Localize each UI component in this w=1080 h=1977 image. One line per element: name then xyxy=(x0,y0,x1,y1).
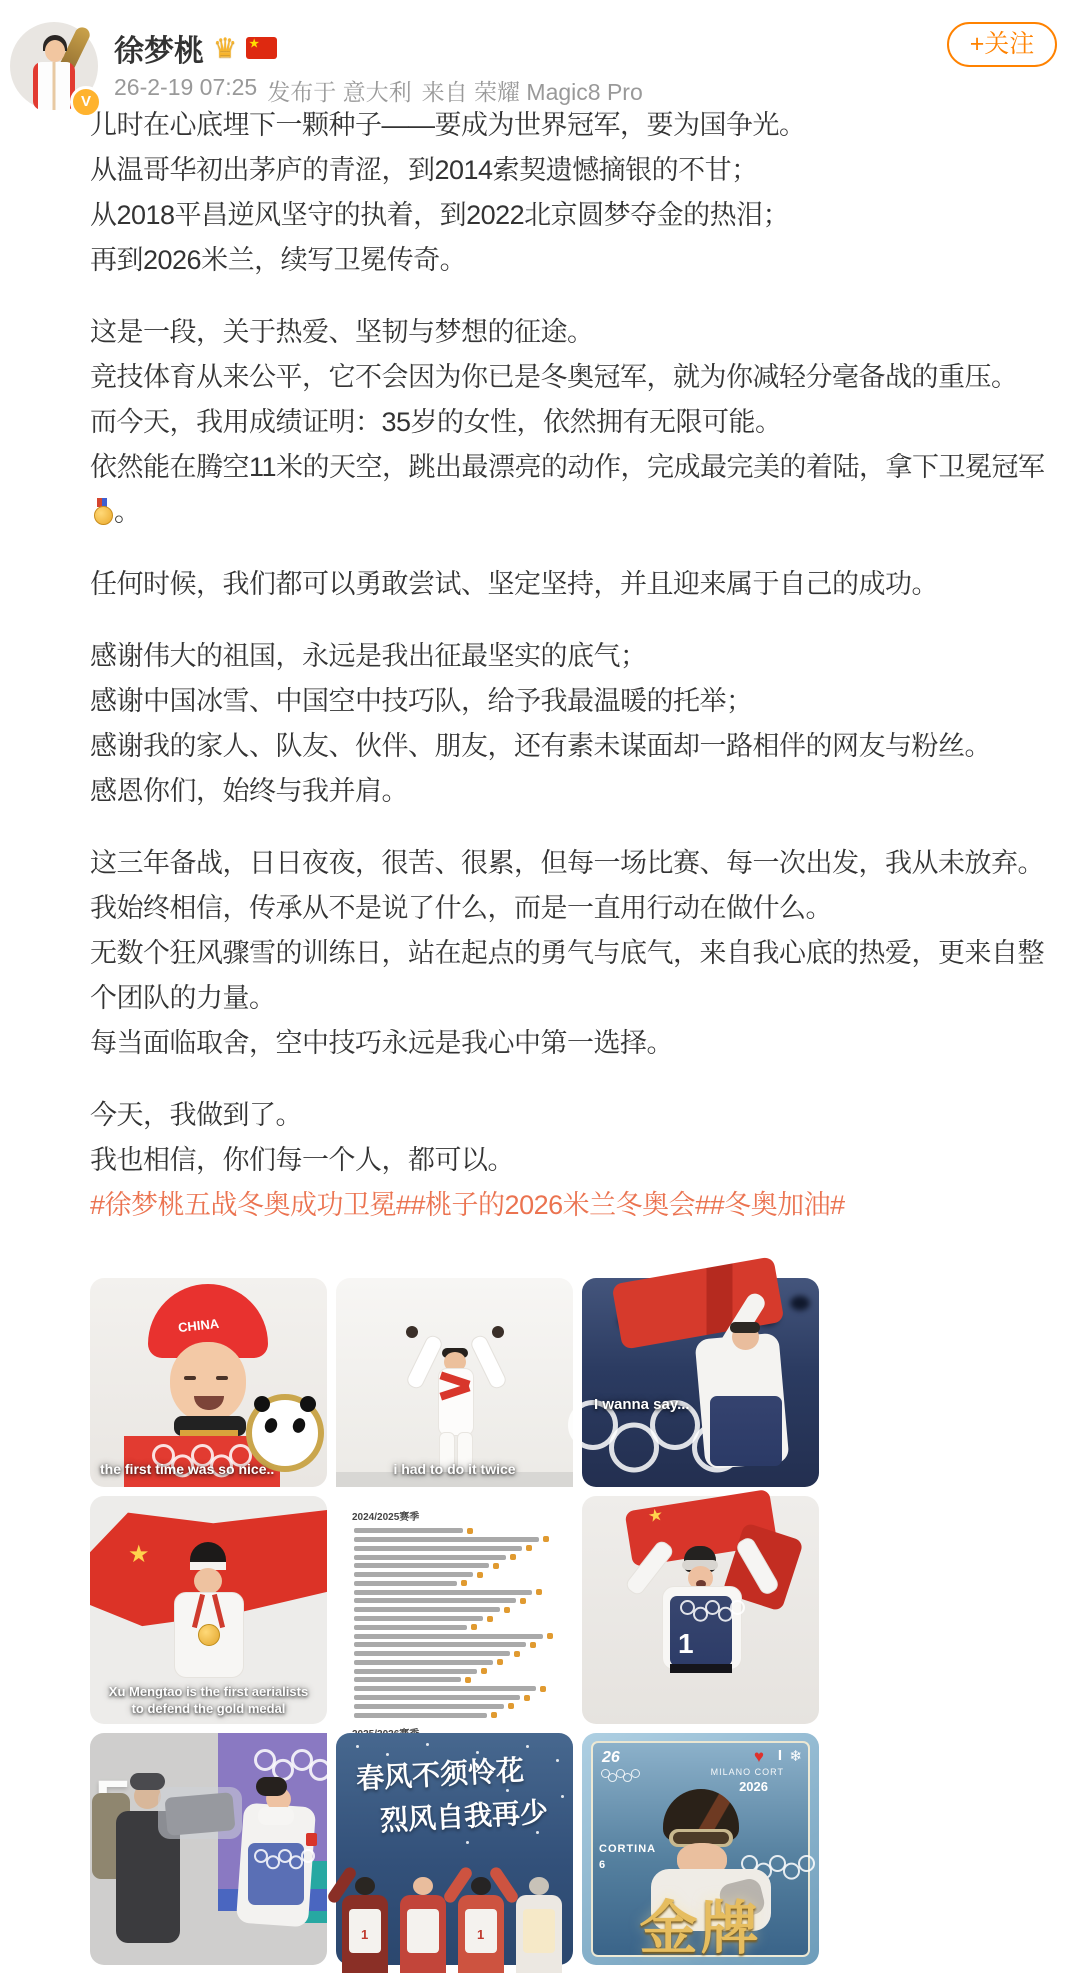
bib-number: 1 xyxy=(477,1927,485,1942)
post-text-line: 从温哥华初出茅庐的青涩，到2014索契遗憾摘银的不甘； xyxy=(90,155,758,185)
flag-star-icon: ★ xyxy=(646,1504,665,1527)
result-line xyxy=(354,1581,559,1586)
flag-patch-graphic xyxy=(306,1833,317,1846)
result-line xyxy=(354,1563,559,1568)
poster-calligraphy-line: 春风不须怜花 xyxy=(355,1754,525,1795)
post-paragraph xyxy=(90,1093,1048,1183)
panda-ear xyxy=(254,1396,270,1412)
post-paragraph xyxy=(90,841,1048,1066)
navy-bib-graphic xyxy=(710,1396,782,1466)
post-text-line: 感谢我的家人、队友、伙伴、朋友，还有素未谋面却一路相伴的网友与粉丝。 xyxy=(90,731,991,761)
username[interactable]: 徐梦桃 xyxy=(114,35,204,68)
result-line xyxy=(354,1607,559,1612)
bib-number: 1 xyxy=(361,1927,369,1942)
poster-calligraphy-line: 烈风自我再少 xyxy=(379,1796,549,1837)
post-text-line: 每当面临取舍，空中技巧永远是我心中第一选择。 xyxy=(90,1028,673,1058)
raised-arm-graphic xyxy=(442,1865,474,1905)
post-text-line: 儿时在心底埋下一颗种子——要成为世界冠军，要为国争光。 xyxy=(90,110,806,140)
result-line xyxy=(354,1537,559,1542)
gold-medal-text: 金牌 xyxy=(639,1896,762,1961)
flag-star-icon: ★ xyxy=(128,1541,150,1568)
gallery-image-3[interactable] xyxy=(582,1278,819,1487)
gold-medal-graphic xyxy=(198,1624,220,1646)
snowflake-icon: ❄ xyxy=(789,1748,802,1765)
gallery-image-2[interactable] xyxy=(336,1278,573,1487)
gallery-image-9-card[interactable] xyxy=(582,1733,819,1965)
post-text-line: 感恩你们，始终与我并肩。 xyxy=(90,776,408,806)
helmet-graphic xyxy=(256,1777,287,1796)
snowflakes-graphic xyxy=(356,1745,359,1748)
caption-line: to defend the gold medal xyxy=(131,1701,286,1716)
result-line xyxy=(354,1598,559,1603)
result-line xyxy=(354,1642,559,1647)
white-bib-graphic xyxy=(465,1909,497,1953)
olympic-rings-icon xyxy=(601,1769,638,1778)
gallery-image-8-poster[interactable] xyxy=(336,1733,573,1965)
china-flag-icon: ★ xyxy=(246,37,277,59)
result-line xyxy=(354,1660,559,1665)
cortina-text: CORTINA xyxy=(599,1843,657,1855)
result-line xyxy=(354,1572,559,1577)
post-text-line: 我始终相信，传承从不是说了什么，而是一直用行动在做什么。 xyxy=(90,893,832,923)
athlete-head xyxy=(413,1877,433,1895)
post-text-line: 竞技体育从来公平，它不会因为你已是冬奥冠军，就为你减轻分毫备战的重压。 xyxy=(90,362,1018,392)
verified-badge-icon: V xyxy=(70,86,102,118)
result-line xyxy=(354,1528,559,1533)
post-device: 来自 荣耀 Magic8 Pro xyxy=(421,79,643,105)
post-time: 26-2-19 07:25 xyxy=(114,74,258,100)
post-text-line: 再到2026米兰，续写卫冕传奇。 xyxy=(90,245,467,275)
card-year: 2026 xyxy=(739,1779,768,1794)
post-text-line: 依然能在腾空11米的天空，跳出最漂亮的动作，完成最完美的着陆，拿下卫冕冠军 。 xyxy=(90,452,1045,527)
gold-medal-emoji xyxy=(90,498,114,524)
post-text-line: 无数个狂风骤雪的训练日，站在起点的勇气与底气，来自我心底的热爱，更来自整个团队的力量。 xyxy=(90,938,1044,1013)
panda-eye xyxy=(263,1416,279,1434)
cameraman-beanie-graphic xyxy=(130,1773,165,1790)
neck-gaiter-graphic xyxy=(258,1807,294,1825)
card-title: MILANO CORT xyxy=(710,1767,784,1777)
avatar-jacket xyxy=(33,62,75,110)
gallery-image-6[interactable] xyxy=(582,1496,819,1724)
olympic-rings-icon xyxy=(254,1849,313,1863)
user-name-row xyxy=(114,26,277,70)
result-line xyxy=(354,1651,559,1656)
white-bib-graphic xyxy=(349,1909,381,1953)
beanie-text: CHINA xyxy=(177,1315,220,1336)
vip-crown-icon: ♛ xyxy=(213,32,238,63)
raised-arm-graphic xyxy=(326,1865,358,1905)
athlete-figure xyxy=(342,1895,388,1973)
athlete-head xyxy=(529,1877,549,1895)
image-caption: I wanna say... xyxy=(594,1396,690,1413)
panda-eye xyxy=(291,1416,307,1434)
athlete-figure xyxy=(516,1895,562,1973)
fist-graphic xyxy=(492,1326,504,1338)
fist-graphic xyxy=(406,1326,418,1338)
post-body xyxy=(90,103,1048,1228)
bib-number: 1 xyxy=(678,1628,694,1659)
post-text xyxy=(90,103,1048,1183)
camera-rain-cover-graphic xyxy=(158,1787,242,1839)
result-line xyxy=(354,1546,559,1551)
post-text-line: 我也相信，你们每一个人，都可以。 xyxy=(90,1145,514,1175)
result-line xyxy=(354,1633,559,1638)
caption-line: Xu Mengtao is the first aerialists xyxy=(108,1684,309,1699)
panda-ear xyxy=(300,1396,316,1412)
white-bib-graphic xyxy=(407,1909,439,1953)
post-text-line: 任何时候，我们都可以勇敢尝试、坚定坚持，并且迎来属于自己的成功。 xyxy=(90,569,938,599)
goggles-graphic xyxy=(730,1322,760,1333)
eye-graphic xyxy=(184,1376,196,1380)
post-paragraph xyxy=(90,310,1048,535)
result-line xyxy=(354,1616,559,1621)
result-line xyxy=(354,1712,559,1717)
eye-graphic xyxy=(216,1376,228,1380)
post-text-line: 这是一段，关于热爱、坚韧与梦想的征途。 xyxy=(90,317,594,347)
post-text-line: 而今天，我用成绩证明：35岁的女性，依然拥有无限可能。 xyxy=(90,407,782,437)
results-list xyxy=(336,1528,573,1718)
hashtag-links[interactable]: #徐梦桃五战冬奥成功卫冕##桃子的2026米兰冬奥会##冬奥加油# xyxy=(90,1190,845,1220)
raised-arm-graphic xyxy=(469,1333,509,1391)
result-line xyxy=(354,1554,559,1559)
post-location: 发布于 意大利 xyxy=(267,79,412,105)
result-line xyxy=(354,1625,559,1630)
result-line xyxy=(354,1669,559,1674)
image-caption: i had to do it twice xyxy=(393,1461,516,1477)
post-paragraph xyxy=(90,103,1048,283)
love-text: I xyxy=(777,1747,782,1764)
post-text-line: 这三年备战，日日夜夜，很苦、很累，但每一场比赛、每一次出发，我从未放弃。 xyxy=(90,848,1044,878)
athlete-face xyxy=(194,1568,222,1594)
avatar-face xyxy=(45,40,65,62)
post-text-line: 今天，我做到了。 xyxy=(90,1100,302,1130)
gallery-image-5-results-card[interactable] xyxy=(336,1496,573,1724)
athlete-face xyxy=(170,1342,246,1422)
athlete-figure xyxy=(400,1895,446,1973)
post-text-line: 感谢伟大的祖国，永远是我出征最坚实的底气； xyxy=(90,641,647,671)
result-line xyxy=(354,1704,559,1709)
result-line xyxy=(354,1695,559,1700)
athlete-figure xyxy=(458,1895,504,1973)
post-text-line: 从2018平昌逆风坚守的执着，到2022北京圆梦夺金的热泪； xyxy=(90,200,790,230)
gallery-image-1[interactable] xyxy=(90,1278,327,1487)
post-paragraph xyxy=(90,562,1048,607)
heart-icon: ♥ xyxy=(753,1747,764,1766)
result-line xyxy=(354,1589,559,1594)
post-text-line: 感谢中国冰雪、中国空中技巧队，给予我最温暖的托举； xyxy=(90,686,753,716)
gallery-image-7[interactable] xyxy=(90,1733,327,1965)
season-header: 2024/2025赛季 xyxy=(352,1512,420,1523)
image-gallery xyxy=(90,1278,819,1965)
games-logo: 26 xyxy=(602,1749,620,1766)
result-line xyxy=(354,1686,559,1691)
olympic-rings-icon xyxy=(254,1749,346,1771)
follow-button[interactable]: +关注 xyxy=(947,22,1057,67)
result-line xyxy=(354,1677,559,1682)
gallery-image-4[interactable] xyxy=(90,1496,327,1724)
image-caption xyxy=(90,1683,327,1717)
trading-card-frame xyxy=(591,1741,810,1961)
belt-graphic xyxy=(670,1664,732,1673)
post-paragraph xyxy=(90,634,1048,814)
olympic-rings-icon xyxy=(680,1600,743,1615)
cortina-number: 6 xyxy=(599,1859,606,1871)
bib-graphic xyxy=(523,1909,555,1953)
athlete-head xyxy=(471,1877,491,1895)
raised-arm-graphic xyxy=(488,1865,520,1905)
image-caption: the first time was so nice.. xyxy=(100,1461,275,1477)
athlete-head xyxy=(355,1877,375,1895)
